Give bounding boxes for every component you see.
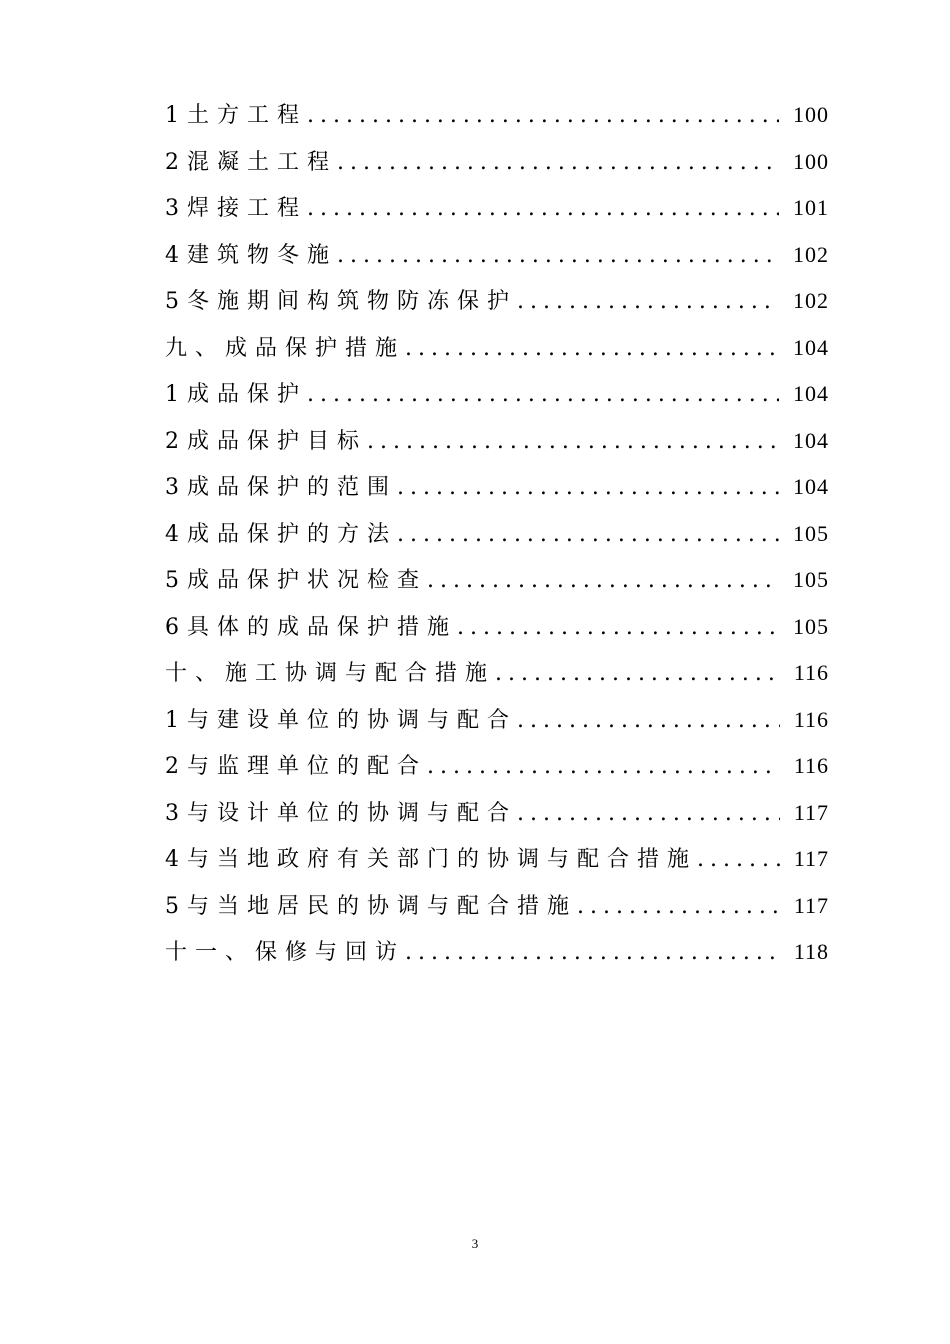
toc-entry[interactable] xyxy=(165,232,829,279)
toc-leader-dots xyxy=(427,744,780,791)
toc-entry-label: 九、成品保护措施 xyxy=(165,335,406,361)
toc-leader-dots xyxy=(697,837,780,884)
toc-entry-page: 116 xyxy=(793,660,829,685)
toc-entry-label: 4建筑物冬施 xyxy=(165,242,337,268)
toc-entry[interactable] xyxy=(165,371,829,418)
toc-entry-label: 十一、保修与回访 xyxy=(165,940,406,965)
toc-leader-dots xyxy=(517,791,780,838)
toc-leader-dots xyxy=(337,140,779,187)
toc-entry-label: 1成品保护 xyxy=(165,382,307,407)
toc-entry[interactable] xyxy=(165,92,829,139)
toc-leader-dots xyxy=(577,884,780,931)
table-of-contents xyxy=(165,92,829,976)
toc-leader-dots xyxy=(397,465,779,512)
toc-leader-dots xyxy=(457,605,779,652)
toc-entry-page: 116 xyxy=(793,753,829,778)
page-number: 3 xyxy=(471,1236,479,1251)
toc-entry-page: 100 xyxy=(793,102,829,127)
toc-leader-dots xyxy=(307,372,779,419)
toc-entry-label: 6具体的成品保护措施 xyxy=(165,614,457,640)
toc-entry-page: 105 xyxy=(793,613,829,639)
toc-entry[interactable] xyxy=(165,139,829,186)
toc-entry[interactable] xyxy=(165,604,829,651)
toc-section-entry[interactable] xyxy=(165,650,829,697)
toc-entry-page: 118 xyxy=(793,939,829,964)
toc-entry-page: 105 xyxy=(793,520,829,546)
toc-entry[interactable] xyxy=(165,697,829,744)
toc-entry-page: 117 xyxy=(793,892,829,918)
toc-entry-label: 1土方工程 xyxy=(165,103,307,128)
toc-leader-dots xyxy=(427,558,779,605)
toc-entry[interactable] xyxy=(165,464,829,511)
toc-entry-label: 5冬施期间构筑物防冻保护 xyxy=(165,289,517,314)
toc-entry-page: 104 xyxy=(793,381,829,406)
toc-entry-label: 4成品保护的方法 xyxy=(165,521,397,547)
toc-leader-dots xyxy=(517,279,779,326)
toc-entry-label: 3焊接工程 xyxy=(165,196,307,221)
toc-entry-label: 2成品保护目标 xyxy=(165,428,367,454)
toc-leader-dots xyxy=(495,651,780,698)
toc-leader-dots xyxy=(367,419,779,466)
toc-entry[interactable] xyxy=(165,185,829,232)
toc-entry[interactable] xyxy=(165,511,829,558)
toc-entry-page: 104 xyxy=(793,334,829,360)
toc-entry-label: 4与当地政府有关部门的协调与配合措施 xyxy=(165,847,697,872)
toc-leader-dots xyxy=(397,512,779,559)
toc-entry-label: 5与当地居民的协调与配合措施 xyxy=(165,893,577,919)
toc-entry-page: 104 xyxy=(793,474,829,499)
toc-entry-page: 104 xyxy=(793,427,829,453)
toc-leader-dots xyxy=(307,186,779,233)
toc-entry[interactable] xyxy=(165,278,829,325)
toc-entry-label: 2混凝土工程 xyxy=(165,149,337,175)
toc-entry-page: 102 xyxy=(793,241,829,267)
toc-section-entry[interactable] xyxy=(165,929,829,976)
toc-entry[interactable] xyxy=(165,418,829,465)
toc-section-entry[interactable] xyxy=(165,325,829,372)
toc-entry-label: 3成品保护的范围 xyxy=(165,475,397,500)
toc-entry-label: 1与建设单位的协调与配合 xyxy=(165,707,517,733)
toc-leader-dots xyxy=(405,930,780,977)
toc-leader-dots xyxy=(337,233,779,280)
toc-leader-dots xyxy=(307,93,779,140)
toc-entry-page: 116 xyxy=(793,706,829,732)
toc-entry-page: 117 xyxy=(793,799,829,825)
toc-entry-page: 100 xyxy=(793,148,829,174)
toc-entry[interactable] xyxy=(165,557,829,604)
toc-entry-label: 2与监理单位的配合 xyxy=(165,754,427,779)
toc-entry[interactable] xyxy=(165,790,829,837)
toc-entry-label: 十、施工协调与配合措施 xyxy=(165,661,496,686)
toc-entry-label: 3与设计单位的协调与配合 xyxy=(165,800,517,826)
toc-entry-page: 102 xyxy=(793,288,829,313)
toc-entry-page: 105 xyxy=(793,567,829,592)
toc-leader-dots xyxy=(517,698,780,745)
toc-entry-page: 117 xyxy=(793,846,829,871)
toc-entry[interactable] xyxy=(165,743,829,790)
toc-entry-label: 5成品保护状况检查 xyxy=(165,568,427,593)
toc-entry[interactable] xyxy=(165,836,829,883)
toc-leader-dots xyxy=(405,326,779,373)
toc-entry[interactable] xyxy=(165,883,829,930)
toc-entry-page: 101 xyxy=(793,195,829,220)
